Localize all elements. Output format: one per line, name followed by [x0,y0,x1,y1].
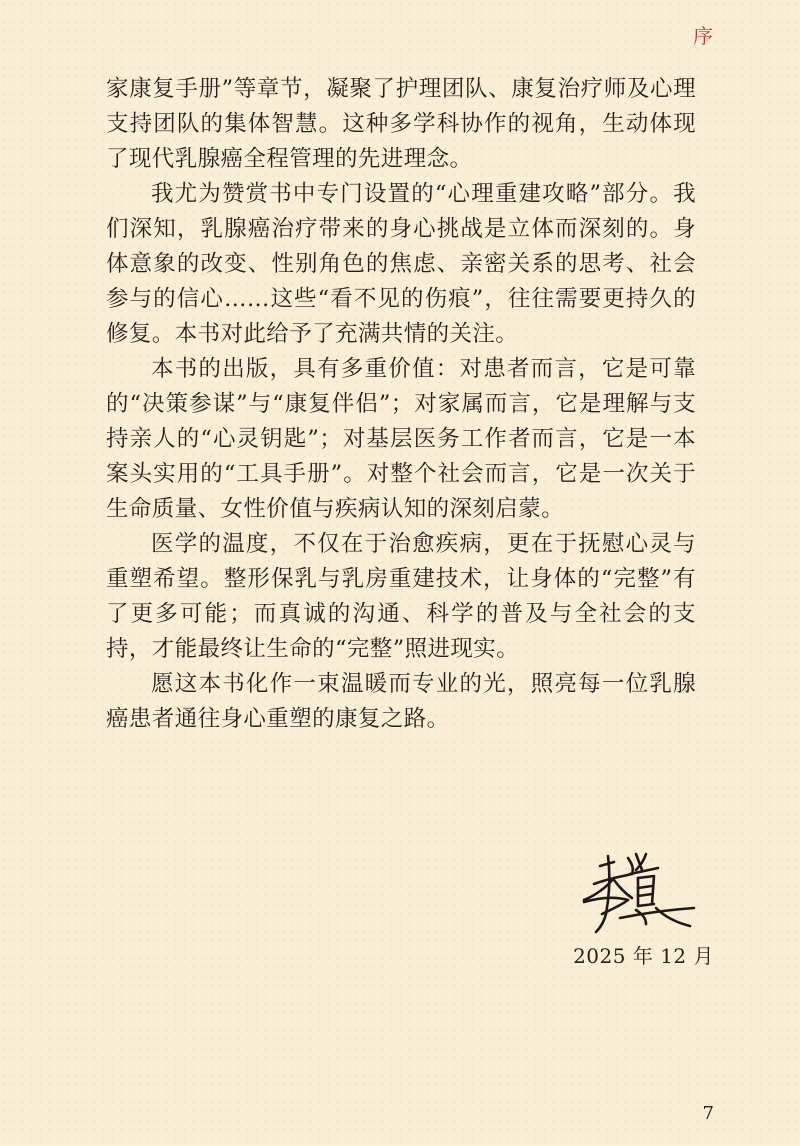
paragraph-4: 医学的温度，不仅在于治愈疾病，更在于抚慰心灵与重塑希望。整形保乳与乳房重建技术，让身体的“完整”有了更多可能；而真诚的沟通、科学的普及与全社会的支持，才能最终让生命的“完整”照进现实。 [106,531,696,662]
page-number: 7 [702,1103,714,1124]
paragraph-3: 本书的出版，具有多重价值：对患者而言，它是可靠的“决策参谋”与“康复伴侣”；对家属而言，它是理解与支持亲人的“心灵钥匙”；对基层医务工作者而言，它是一本案头实用的“工具手册”。对整个社会而言，它是一次关于生命质量、女性价值与疾病认知的深刻启蒙。 [106,356,696,522]
body-text [106,72,696,737]
paragraph-2: 我尤为赞赏书中专门设置的“心理重建攻略”部分。我们深知，乳腺癌治疗带来的身心挑战是立体而深刻的。身体意象的改变、性别角色的焦虑、亲密关系的思考、社会参与的信心……这些“看不见的伤痕”，往往需要更持久的修复。本书对此给予了充满共情的关注。 [106,181,696,347]
paragraph-5: 愿这本书化作一束温暖而专业的光，照亮每一位乳腺癌患者通往身心重塑的康复之路。 [106,671,696,732]
handwritten-signature [580,848,700,938]
date: 2025 年 12 月 [573,944,714,968]
section-label: 序 [693,24,714,48]
paragraph-1: 家康复手册”等章节，凝聚了护理团队、康复治疗师及心理支持团队的集体智慧。这种多学科协作的视角，生动体现了现代乳腺癌全程管理的先进理念。 [106,76,696,172]
